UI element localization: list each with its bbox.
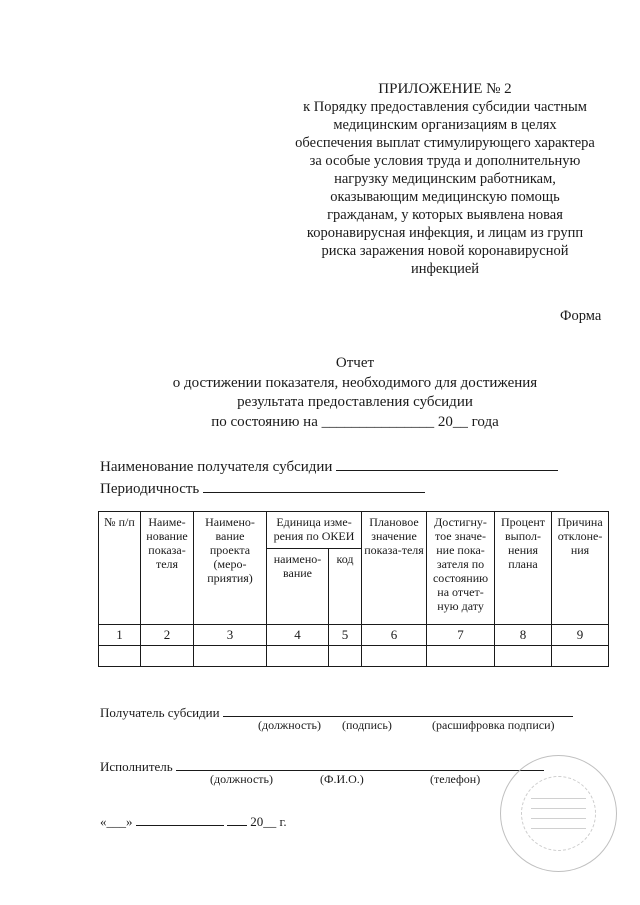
- caption-position: (должность): [210, 772, 273, 786]
- caption-position: (должность): [258, 718, 321, 732]
- signature-date-line: [100, 811, 287, 830]
- stamp-seal: [500, 755, 617, 872]
- appendix-line: медицинским организациям в целях: [333, 117, 557, 133]
- periodicity-field: [100, 478, 425, 498]
- table-cell[interactable]: [194, 646, 267, 667]
- table-cell[interactable]: [427, 646, 495, 667]
- report-subtitle-line: результата предоставления субсидии: [237, 394, 473, 410]
- stamp-mark: [531, 808, 586, 809]
- recipient-label: Наименование получателя субсидии: [100, 459, 333, 475]
- caption-full-name: (Ф.И.О.): [320, 772, 364, 786]
- appendix-heading: ПРИЛОЖЕНИЕ № 2: [378, 81, 512, 97]
- report-subtitle-line: о достижении показателя, необходимого для достижения: [172, 374, 538, 391]
- column-number: 6: [362, 625, 427, 646]
- date-month-blank[interactable]: [136, 811, 224, 826]
- appendix-header: [290, 80, 600, 278]
- table-cell[interactable]: [99, 646, 141, 667]
- stamp-mark: [531, 818, 586, 819]
- date-day: «___»: [100, 814, 133, 829]
- caption-phone: (телефон): [430, 772, 481, 786]
- column-number: 1: [99, 625, 141, 646]
- date-extra-blank[interactable]: [227, 811, 247, 826]
- executor-label: Исполнитель: [100, 759, 173, 774]
- appendix-line: оказывающим медицинскую помощь: [330, 189, 560, 205]
- form-label: Форма: [560, 308, 602, 324]
- column-number: 2: [141, 625, 194, 646]
- stamp-inner-ring: [521, 776, 596, 851]
- appendix-line: инфекцией: [410, 261, 480, 277]
- recipient-blank[interactable]: [336, 456, 558, 471]
- table-cell[interactable]: [267, 646, 329, 667]
- periodicity-blank[interactable]: [203, 478, 425, 493]
- header-unit-code: код: [329, 549, 362, 625]
- appendix-line: за особые условия труда и дополнительную: [309, 153, 581, 169]
- report-table: [98, 511, 609, 667]
- date-year: 20__ г.: [250, 814, 287, 829]
- header-planned-value: Плановое значение показа-теля: [362, 512, 427, 625]
- column-number: 9: [552, 625, 609, 646]
- table-cell[interactable]: [329, 646, 362, 667]
- table-cell[interactable]: [362, 646, 427, 667]
- report-date-prefix: по состоянию на: [211, 413, 318, 430]
- column-number: 8: [495, 625, 552, 646]
- header-unit-name: наимено-вание: [267, 549, 329, 625]
- header-deviation-reason: Причина отклоне-ния: [552, 512, 609, 625]
- caption-signature: (подпись): [342, 718, 392, 732]
- appendix-line: риска заражения новой коронавирусной: [321, 243, 569, 259]
- appendix-line: обеспечения выплат стимулирующего характера: [295, 135, 595, 151]
- recipient-signature-blank[interactable]: [223, 702, 573, 717]
- recipient-signature-label: Получатель субсидии: [100, 705, 220, 720]
- executor-blank[interactable]: [176, 756, 544, 771]
- table-cell[interactable]: [141, 646, 194, 667]
- header-unit-group: Единица изме-рения по ОКЕИ: [267, 512, 362, 549]
- column-number: 5: [329, 625, 362, 646]
- header-project-name: Наимено-вание проекта (меро-приятия): [194, 512, 267, 625]
- table-row: [99, 646, 609, 667]
- appendix-line: гражданам, у которых выявлена новая: [327, 207, 563, 223]
- table-cell[interactable]: [552, 646, 609, 667]
- report-date-year: 20__ года: [437, 413, 499, 430]
- caption-signature-decoding: (расшифровка подписи): [432, 718, 555, 732]
- report-title: Отчет: [335, 355, 375, 371]
- periodicity-label: Периодичность: [100, 481, 200, 497]
- appendix-line: коронавирусная инфекция, и лицам из групп: [306, 225, 584, 241]
- stamp-mark: [531, 798, 586, 799]
- report-date-line: [130, 413, 580, 433]
- header-indicator-name: Наиме-нование показа-теля: [141, 512, 194, 625]
- header-percent-completion: Процент выпол-нения плана: [495, 512, 552, 625]
- appendix-line: к Порядку предоставления субсидии частным: [303, 99, 587, 115]
- report-heading: [130, 354, 580, 432]
- recipient-field: [100, 456, 558, 476]
- appendix-line: нагрузку медицинским работникам,: [334, 171, 556, 187]
- table-cell[interactable]: [495, 646, 552, 667]
- header-achieved-value: Достигну-тое значе-ние пока-зателя по состоянию на отчет-ную дату: [427, 512, 495, 625]
- column-number: 3: [194, 625, 267, 646]
- header-number: № п/п: [99, 512, 141, 625]
- stamp-mark: [531, 828, 586, 829]
- report-date-blank: _______________: [321, 413, 435, 430]
- column-number: 7: [427, 625, 495, 646]
- column-number: 4: [267, 625, 329, 646]
- column-number-row: [99, 625, 609, 646]
